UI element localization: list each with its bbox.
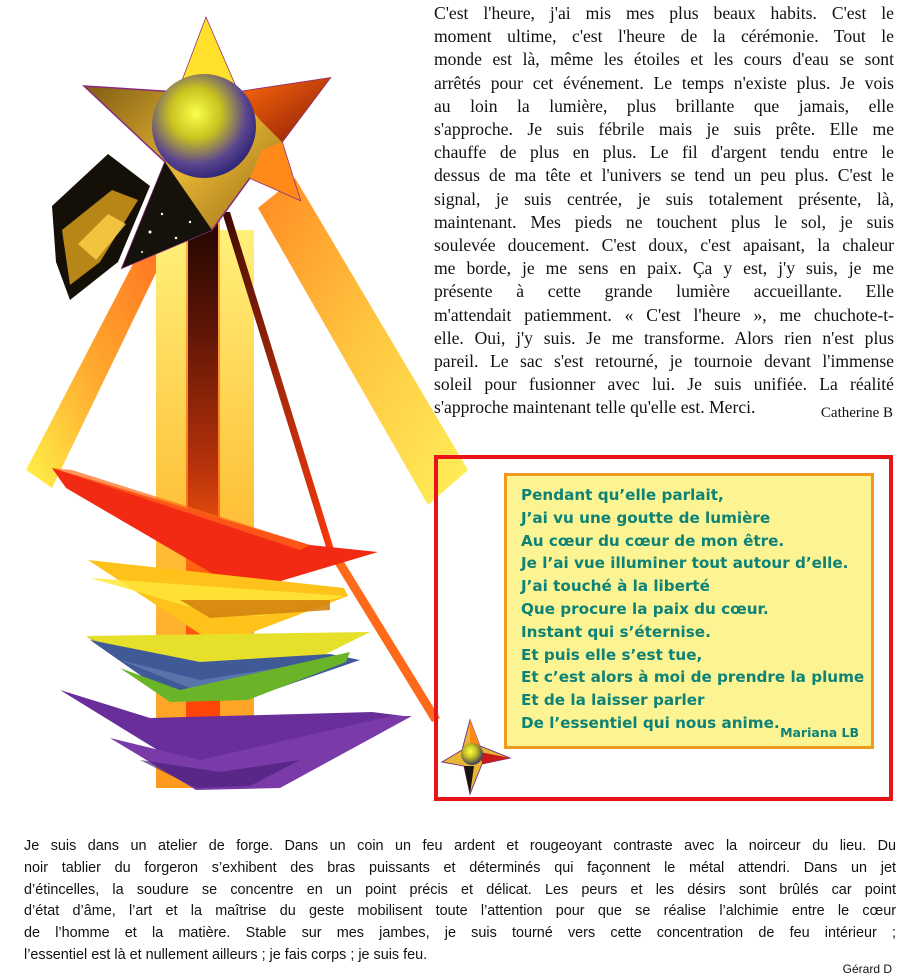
poem-line: J’ai touché à la liberté — [521, 577, 710, 596]
prose-line: dessus de ma tête et l'univers se tend un peu plus. C'est le — [434, 165, 894, 186]
prose-line: signal, je suis centrée, je suis totalement présente, là, — [434, 188, 894, 209]
poem-box — [504, 473, 874, 749]
poem-line: Instant qui s’éternise. — [521, 622, 711, 641]
prose-line: de l’homme et la matière. Stable sur mes jambes, je suis tourné vers cette concentration de feu intérieur ; — [24, 925, 896, 942]
poem-line: Pendant qu’elle parlait, — [521, 486, 724, 504]
prose-line: Je suis dans un atelier de forge. Dans un coin un feu ardent et rougeoyant contraste avec la noirceur du lieu. Du — [24, 838, 896, 854]
small-star-icon — [440, 716, 514, 796]
orb — [152, 74, 256, 178]
poem-line: Et c’est alors à moi de prendre la plume — [521, 668, 865, 687]
prose-line: d’état d’âme, l’art et la maîtrise du geste mobilisent toute l’attention pour que se réalise l’alchimie entre le cœur — [24, 903, 896, 920]
poem-line: De l’essentiel qui nous anime. — [521, 713, 780, 732]
poem-line: Et de la laisser parler — [521, 691, 705, 710]
prose-line: soulevée doucement. C'est doux, c'est apaisant, la chaleur — [434, 235, 894, 256]
signature-mariana: Mariana LB — [780, 725, 859, 740]
collage-artwork — [0, 0, 500, 820]
poem-line: Que procure la paix du cœur. — [521, 599, 769, 618]
prose-line: elle. Oui, j'y suis. Je me transforme. Alors rien n'est plus — [434, 327, 894, 348]
poem-line: Au cœur du cœur de mon être. — [521, 531, 785, 550]
prose-line: C'est l'heure, j'ai mis mes plus beaux habits. C'est le — [434, 3, 894, 23]
prose-line: noir tablier du forgeron s’exhibent des bras puissants et déterminés qui façonnent le métal attendri. Dans un jet — [24, 859, 896, 876]
prose-line: pareil. Le sac s'est retourné, je tournoie devant l'immense — [434, 351, 894, 372]
prose-line: arrêtés pour cet événement. Le temps n'existe plus. Je vois — [434, 72, 894, 93]
prose-line: maintenant. Mes pieds ne touchent plus le sol, je suis — [434, 211, 894, 232]
poem — [521, 484, 864, 735]
poem-line: Je l’ai vue illuminer tout autour d’elle. — [521, 554, 849, 573]
prose-line: monde est là, même les étoiles et les cours d'eau se sont — [434, 49, 894, 70]
prose-line: présente à cette grande lumière accueillante. Elle — [434, 281, 894, 302]
signature-catherine: Catherine B — [820, 405, 893, 421]
prose-line: me borde, je me sens en paix. Ça y est, j'y suis, je me — [434, 258, 894, 279]
prose-line: d’étincelles, la soudure se concentre en un point précis et délicat. Les peurs et les désirs sont brûlés car point — [24, 881, 896, 898]
prose-line: chauffe de plus en plus. Le fil d'argent tendu entre le — [434, 142, 894, 163]
poem-line: Et puis elle s’est tue, — [521, 645, 703, 664]
bottom-prose — [24, 836, 896, 967]
prose-line: m'attendait patiemment. « C'est l'heure », me chuchote-t- — [434, 304, 894, 325]
poem-line: J’ai vu une goutte de lumière — [521, 508, 771, 527]
prose-line: au loin la lumière, plus brillante que jamais, elle — [434, 95, 894, 116]
prose-line: moment ultime, c'est l'heure de la cérémonie. Tout le — [434, 26, 894, 47]
dark-column — [188, 198, 218, 558]
prose-line: s'approche. Je suis fébrile mais je suis prête. Elle me — [434, 119, 894, 140]
main-prose — [434, 2, 894, 420]
signature-gerard: Gérard D — [842, 962, 892, 976]
prose-line: s'approche maintenant telle qu'elle est. Merci. — [434, 397, 756, 418]
prose-line: l’essentiel est là et nullement ailleurs ; je fais corps ; je suis feu. — [24, 946, 428, 963]
prose-line: soleil pour fusionner avec lui. Je suis unifiée. La réalité — [434, 374, 894, 395]
